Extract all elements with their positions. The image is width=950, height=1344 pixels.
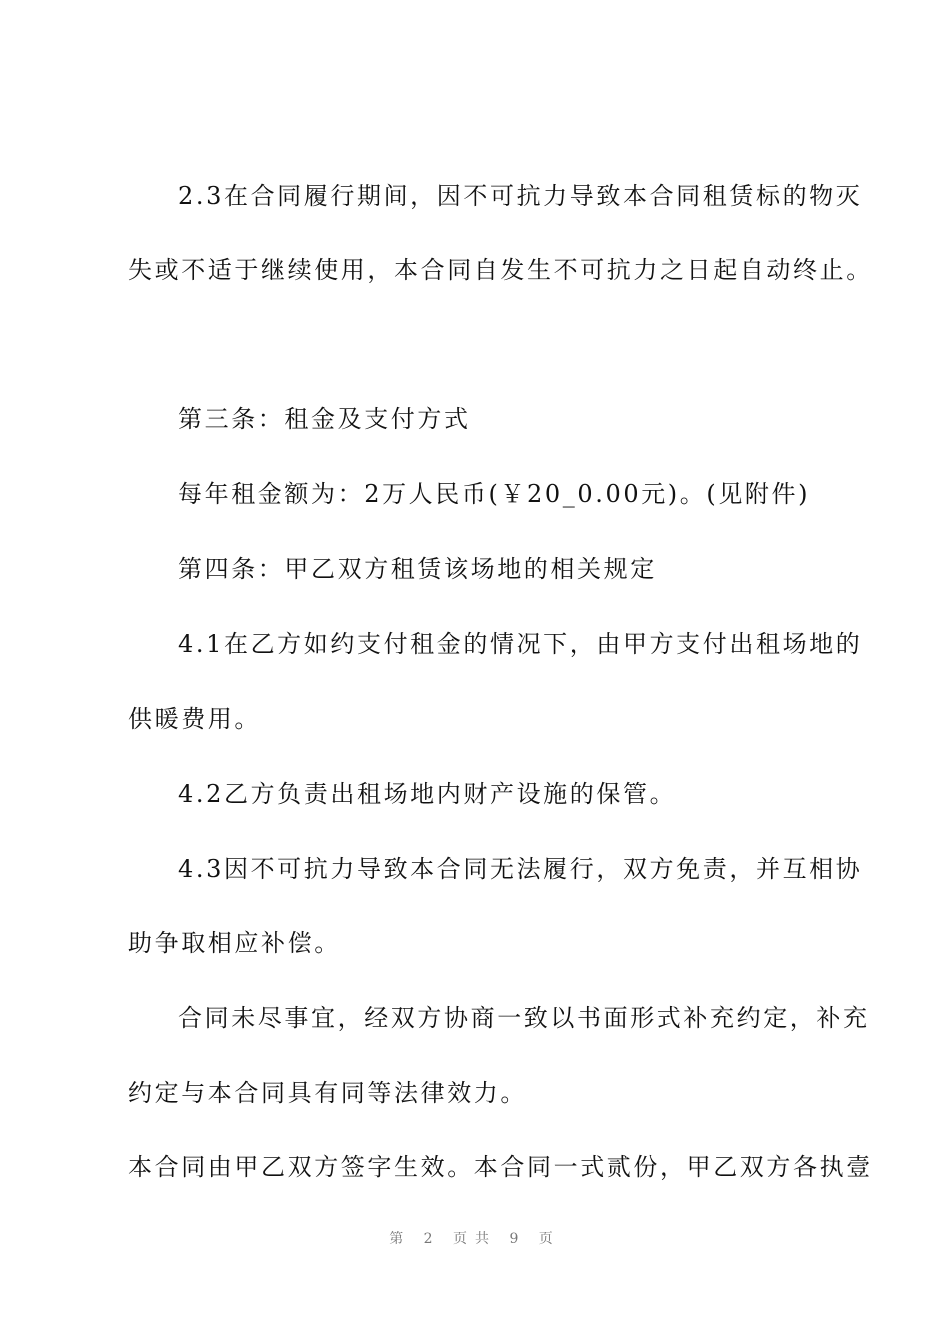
article-3-heading: 第三条：租金及支付方式 [178, 405, 471, 433]
supplement-line-1: 合同未尽事宜，经双方协商一致以书面形式补充约定，补充 [178, 1004, 870, 1032]
article-4-heading: 第四条：甲乙双方租赁该场地的相关规定 [178, 555, 657, 583]
clause-4-3-line-2: 助争取相应补偿。 [128, 929, 341, 957]
clause-4-3-line-1: 4.3因不可抗力导致本合同无法履行，双方免责，并互相协 [178, 855, 863, 883]
effectiveness-line: 本合同由甲乙双方签字生效。本合同一式贰份，甲乙双方各执壹 [128, 1153, 873, 1181]
clause-2-3-line-1: 2.3在合同履行期间，因不可抗力导致本合同租赁标的物灭 [178, 182, 863, 210]
clause-2-3-line-2: 失或不适于继续使用，本合同自发生不可抗力之日起自动终止。 [128, 256, 873, 284]
supplement-line-2: 约定与本合同具有同等法律效力。 [128, 1079, 527, 1107]
clause-4-2-line: 4.2乙方负责出租场地内财产设施的保管。 [178, 780, 677, 808]
clause-4-1-line-2: 供暖费用。 [128, 705, 261, 733]
clause-4-1-line-1: 4.1在乙方如约支付租金的情况下，由甲方支付出租场地的 [178, 630, 863, 658]
page-number-footer: 第 2 页共 9 页 [389, 1231, 561, 1247]
rent-amount-line: 每年租金额为：2万人民币(￥20_0.00元)。(见附件) [178, 480, 811, 508]
